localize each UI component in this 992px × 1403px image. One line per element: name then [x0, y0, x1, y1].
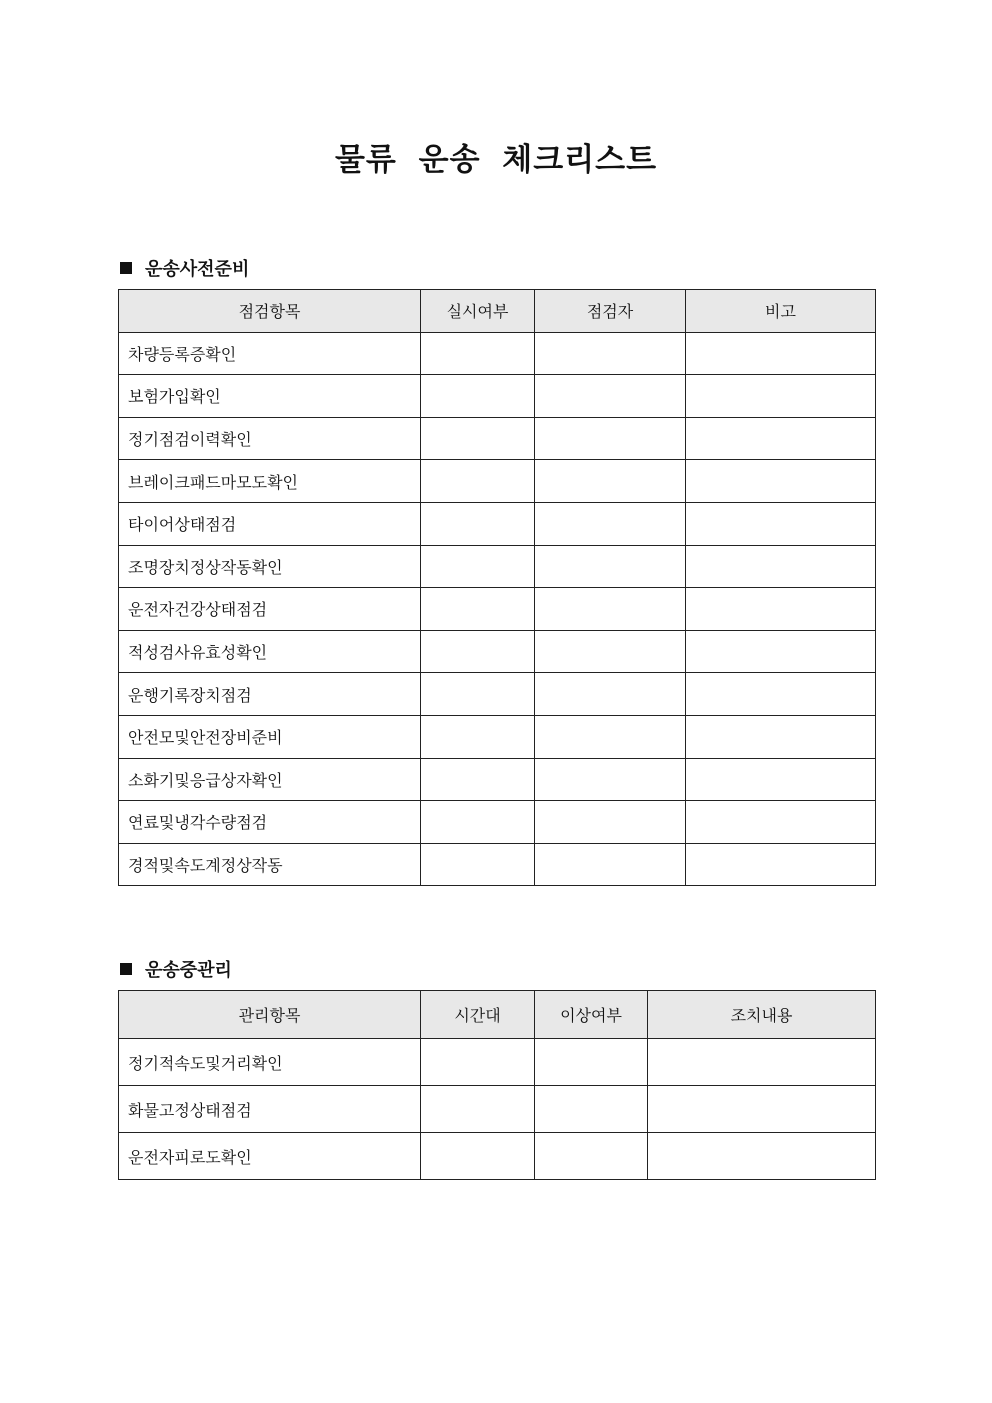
anomaly-cell[interactable]	[535, 1039, 648, 1086]
check-item: 적성검사유효성확인	[119, 630, 421, 673]
table-row	[119, 1133, 876, 1180]
note-cell[interactable]	[686, 502, 876, 545]
check-item: 운전자피로도확인	[119, 1133, 421, 1180]
note-cell[interactable]	[686, 588, 876, 631]
inspector-cell[interactable]	[535, 545, 686, 588]
column-header: 비고	[686, 290, 876, 333]
time-cell[interactable]	[421, 1133, 535, 1180]
table-row	[119, 673, 876, 716]
anomaly-cell[interactable]	[535, 1086, 648, 1133]
column-header: 이상여부	[535, 991, 648, 1039]
note-cell[interactable]	[686, 843, 876, 886]
table-row	[119, 545, 876, 588]
action-cell[interactable]	[648, 1133, 876, 1180]
done-cell[interactable]	[421, 843, 535, 886]
table-row	[119, 1086, 876, 1133]
section-heading-transit	[118, 956, 232, 982]
check-item: 정기점검이력확인	[119, 417, 421, 460]
note-cell[interactable]	[686, 460, 876, 503]
column-header: 시간대	[421, 991, 535, 1039]
time-cell[interactable]	[421, 1086, 535, 1133]
table-row	[119, 375, 876, 418]
check-item: 브레이크패드마모도확인	[119, 460, 421, 503]
table-header-row	[119, 991, 876, 1039]
inspector-cell[interactable]	[535, 417, 686, 460]
inspector-cell[interactable]	[535, 843, 686, 886]
check-item: 안전모및안전장비준비	[119, 715, 421, 758]
inspector-cell[interactable]	[535, 460, 686, 503]
action-cell[interactable]	[648, 1039, 876, 1086]
inspector-cell[interactable]	[535, 715, 686, 758]
done-cell[interactable]	[421, 630, 535, 673]
column-header: 조치내용	[648, 991, 876, 1039]
inspector-cell[interactable]	[535, 758, 686, 801]
column-header: 관리항목	[119, 991, 421, 1039]
note-cell[interactable]	[686, 545, 876, 588]
note-cell[interactable]	[686, 801, 876, 844]
done-cell[interactable]	[421, 332, 535, 375]
action-cell[interactable]	[648, 1086, 876, 1133]
square-bullet-icon	[120, 963, 132, 975]
table-row	[119, 1039, 876, 1086]
table-row	[119, 715, 876, 758]
note-cell[interactable]	[686, 715, 876, 758]
table-row	[119, 758, 876, 801]
done-cell[interactable]	[421, 375, 535, 418]
check-item: 타이어상태점검	[119, 502, 421, 545]
note-cell[interactable]	[686, 332, 876, 375]
column-header: 실시여부	[421, 290, 535, 333]
in-transit-table	[118, 990, 876, 1180]
section-heading-prep	[118, 255, 249, 281]
note-cell[interactable]	[686, 630, 876, 673]
table-row	[119, 460, 876, 503]
inspector-cell[interactable]	[535, 588, 686, 631]
inspector-cell[interactable]	[535, 502, 686, 545]
inspector-cell[interactable]	[535, 673, 686, 716]
table-row	[119, 801, 876, 844]
check-item: 연료및냉각수량점검	[119, 801, 421, 844]
section-heading-label: 운송중관리	[145, 960, 232, 981]
document-title: 물류 운송 체크리스트	[334, 142, 658, 178]
done-cell[interactable]	[421, 673, 535, 716]
done-cell[interactable]	[421, 545, 535, 588]
note-cell[interactable]	[686, 375, 876, 418]
check-item: 조명장치정상작동확인	[119, 545, 421, 588]
note-cell[interactable]	[686, 417, 876, 460]
table-row	[119, 502, 876, 545]
done-cell[interactable]	[421, 417, 535, 460]
table-row	[119, 332, 876, 375]
inspector-cell[interactable]	[535, 630, 686, 673]
inspector-cell[interactable]	[535, 375, 686, 418]
check-item: 정기적속도및거리확인	[119, 1039, 421, 1086]
pre-transport-table	[118, 289, 876, 886]
check-item: 소화기및응급상자확인	[119, 758, 421, 801]
check-item: 보험가입확인	[119, 375, 421, 418]
section-heading-label: 운송사전준비	[145, 259, 250, 280]
done-cell[interactable]	[421, 502, 535, 545]
table-row	[119, 588, 876, 631]
inspector-cell[interactable]	[535, 332, 686, 375]
check-item: 운전자건강상태점검	[119, 588, 421, 631]
table-row	[119, 843, 876, 886]
done-cell[interactable]	[421, 588, 535, 631]
column-header: 점검항목	[119, 290, 421, 333]
anomaly-cell[interactable]	[535, 1133, 648, 1180]
inspector-cell[interactable]	[535, 801, 686, 844]
note-cell[interactable]	[686, 673, 876, 716]
table-row	[119, 417, 876, 460]
done-cell[interactable]	[421, 460, 535, 503]
time-cell[interactable]	[421, 1039, 535, 1086]
table-header-row	[119, 290, 876, 333]
done-cell[interactable]	[421, 715, 535, 758]
check-item: 차량등록증확인	[119, 332, 421, 375]
note-cell[interactable]	[686, 758, 876, 801]
done-cell[interactable]	[421, 758, 535, 801]
check-item: 화물고정상태점검	[119, 1086, 421, 1133]
check-item: 운행기록장치점검	[119, 673, 421, 716]
done-cell[interactable]	[421, 801, 535, 844]
square-bullet-icon	[120, 262, 132, 274]
column-header: 점검자	[535, 290, 686, 333]
table-row	[119, 630, 876, 673]
check-item: 경적및속도계정상작동	[119, 843, 421, 886]
